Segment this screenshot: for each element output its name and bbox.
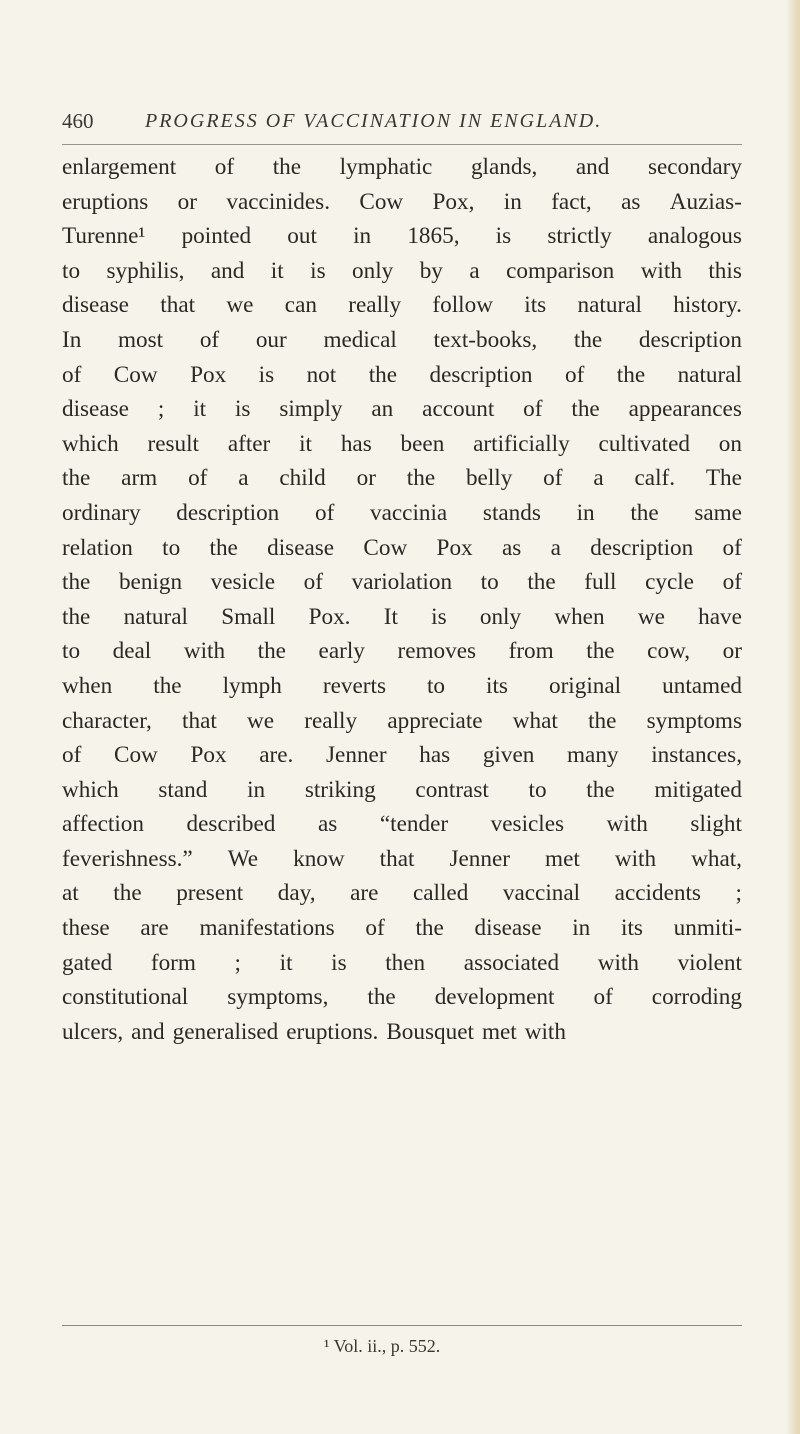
book-page bbox=[62, 0, 742, 1434]
text-line: which result after it has been artificially cultivated on bbox=[62, 430, 742, 457]
text-line: enlargement of the lymphatic glands, and secondary bbox=[62, 154, 742, 180]
text-line: Turenne¹ pointed out in 1865, is strictly analogous bbox=[62, 223, 742, 250]
header-rule bbox=[62, 144, 742, 145]
text-line: relation to the disease Cow Pox as a description of bbox=[62, 534, 742, 561]
text-line: to deal with the early removes from the cow, or bbox=[62, 638, 742, 665]
footnote-rule bbox=[62, 1325, 742, 1326]
running-title: PROGRESS OF VACCINATION IN ENGLAND. bbox=[145, 110, 603, 132]
text-line: to syphilis, and it is only by a comparison with this bbox=[62, 257, 742, 284]
text-line: which stand in striking contrast to the mitigated bbox=[62, 776, 742, 803]
body-text bbox=[62, 150, 742, 1049]
text-line: the arm of a child or the belly of a calf. The bbox=[62, 465, 742, 492]
page-edge bbox=[786, 0, 800, 1434]
text-line: these are manifestations of the disease in its unmiti- bbox=[62, 915, 742, 942]
text-line: affection described as “tender vesicles with slight bbox=[62, 811, 742, 838]
text-line: constitutional symptoms, the development of corroding bbox=[62, 984, 742, 1011]
text-line: at the present day, are called vaccinal accidents ; bbox=[62, 880, 742, 907]
text-line: gated form ; it is then associated with violent bbox=[62, 949, 742, 976]
text-line: of Cow Pox are. Jenner has given many instances, bbox=[62, 742, 742, 769]
text-line: the natural Small Pox. It is only when we have bbox=[62, 603, 742, 630]
text-line: In most of our medical text-books, the description bbox=[62, 326, 742, 353]
footnote: ¹ Vol. ii., p. 552. bbox=[324, 1336, 441, 1356]
text-line: disease ; it is simply an account of the appearances bbox=[62, 396, 742, 423]
page-header bbox=[62, 106, 742, 136]
page-number: 460 bbox=[62, 109, 94, 133]
text-line: of Cow Pox is not the description of the natural bbox=[62, 361, 742, 388]
text-line: when the lymph reverts to its original untamed bbox=[62, 672, 742, 699]
text-line: feverishness.” We know that Jenner met with what, bbox=[62, 845, 742, 872]
text-line: disease that we can really follow its natural history. bbox=[62, 292, 742, 319]
text-line: ulcers, and generalised eruptions. Bousquet met with bbox=[62, 1018, 566, 1045]
text-line: character, that we really appreciate what the symptoms bbox=[62, 707, 742, 734]
text-line: ordinary description of vaccinia stands in the same bbox=[62, 499, 742, 526]
text-line: the benign vesicle of variolation to the full cycle of bbox=[62, 569, 742, 596]
text-line: eruptions or vaccinides. Cow Pox, in fact, as Auzias- bbox=[62, 188, 742, 215]
